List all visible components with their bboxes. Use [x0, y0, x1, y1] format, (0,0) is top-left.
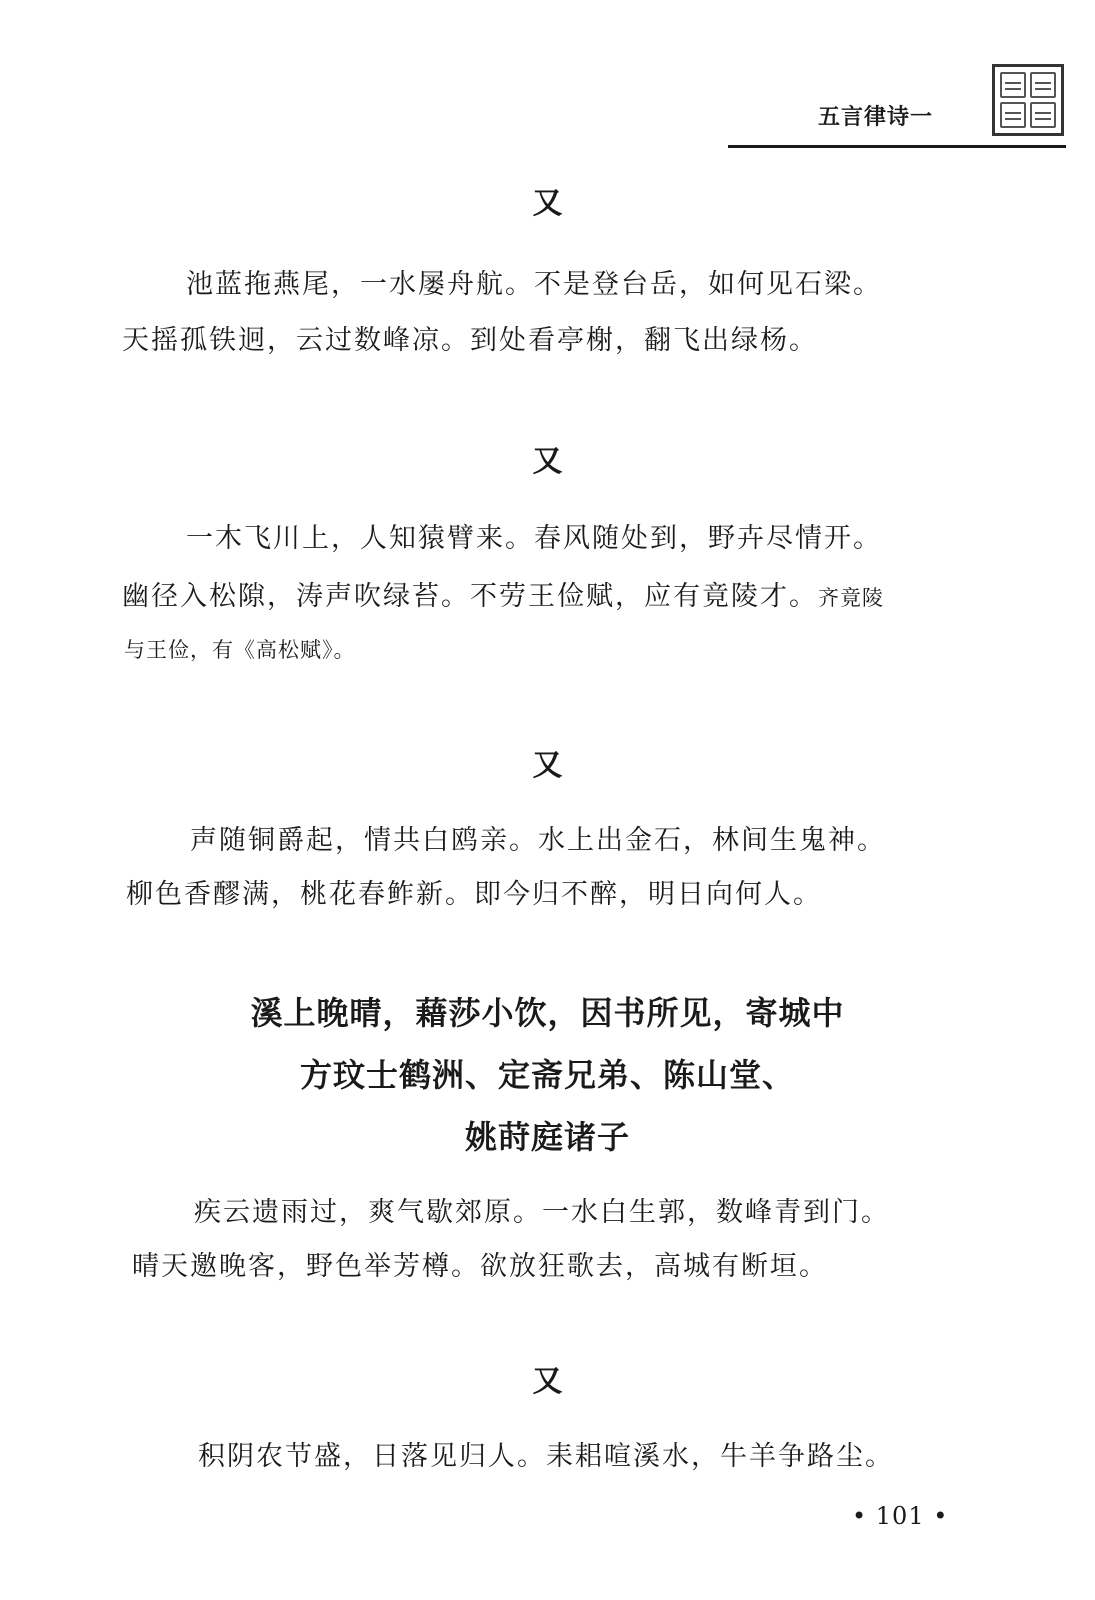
poem-title-line: 溪上晚晴，藉莎小饮，因书所见，寄城中	[250, 994, 845, 1032]
page-number: • 101 •	[852, 1502, 949, 1530]
seal-emblem-icon	[992, 64, 1064, 136]
poem-line: 晴天邀晚客，野色举芳樽。欲放狂歌去，高城有断垣。	[132, 1251, 828, 1282]
section-title: 又	[532, 748, 563, 783]
section-title: 又	[532, 186, 563, 221]
poem-line	[122, 574, 884, 613]
poem-line: 积阴农节盛，日落见归人。耒耜喧溪水，牛羊争路尘。	[198, 1441, 894, 1472]
poem-title-line: 方玟士鹤洲、定斋兄弟、陈山堂、	[299, 1056, 795, 1094]
running-header-title: 五言律诗一	[818, 105, 934, 130]
poem-line: 疾云遗雨过，爽气歇郊原。一水白生郭，数峰青到门。	[194, 1197, 890, 1228]
poem-line-text: 幽径入松隙，涛声吹绿苔。不劳王俭赋，应有竟陵才。	[122, 581, 818, 612]
header-rule	[728, 145, 1066, 148]
poem-title-line: 姚莳庭诸子	[464, 1118, 630, 1156]
poem-line: 池蓝拖燕尾，一水屡舟航。不是登台岳，如何见石梁。	[186, 269, 882, 300]
poem-line: 天摇孤铁迥，云过数峰凉。到处看亭榭，翻飞出绿杨。	[122, 325, 818, 356]
poem-line: 柳色香醪满，桃花春鲊新。即今归不醉，明日向何人。	[126, 879, 822, 910]
poem-line: 一木飞川上，人知猿臂来。春风随处到，野卉尽情开。	[186, 523, 882, 554]
section-title: 又	[532, 1364, 563, 1399]
poem-line: 声随铜爵起，情共白鸥亲。水上出金石，林间生鬼神。	[190, 825, 886, 856]
inline-note: 齐竟陵	[818, 586, 884, 610]
section-title: 又	[532, 444, 563, 479]
note-line: 与王俭，有《高松赋》。	[124, 638, 356, 662]
